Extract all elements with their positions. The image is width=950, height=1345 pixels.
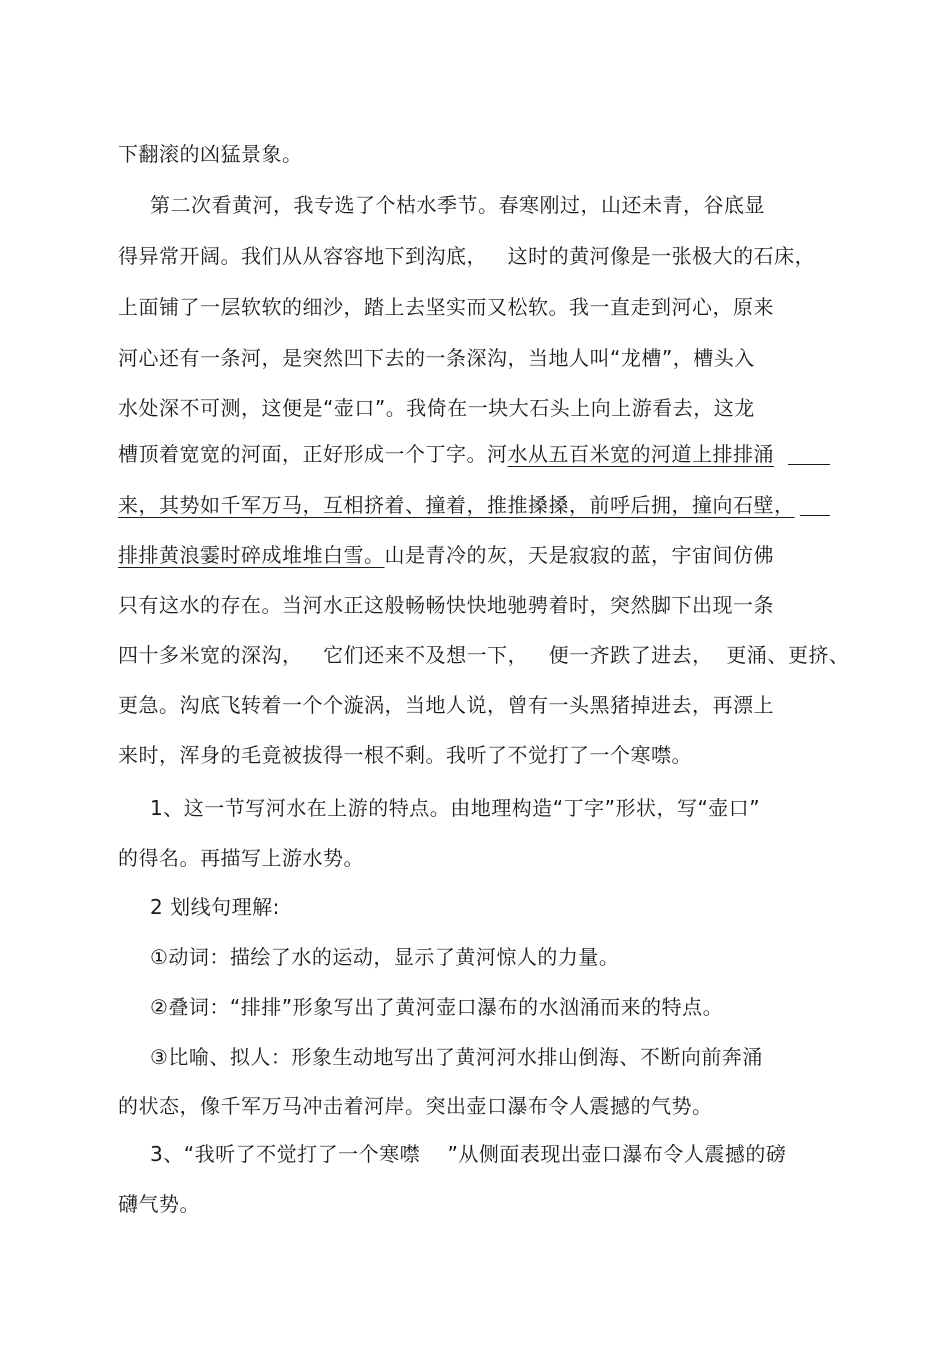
text-line — [118, 440, 774, 468]
text-line: 3、“我听了不觉打了一个寒噤 ”从侧面表现出壶口瀑布令人震撼的磅 — [150, 1142, 787, 1166]
text-line: ①动词：描绘了水的运动，显示了黄河惊人的力量。 — [150, 945, 620, 969]
text-line: 的状态，像千军万马冲击着河岸。突出壶口瀑布令人震撼的气势。 — [118, 1094, 713, 1118]
text-line: 水处深不可测，这便是“壶口”。我倚在一块大石头上向上游看去，这龙 — [118, 396, 755, 420]
text-line: 更急。沟底飞转着一个个漩涡，当地人说，曾有一头黑猪掉进去，再漂上 — [118, 693, 774, 717]
plain-text: 槽顶着宽宽的河面，正好形成一个丁字。河 — [118, 442, 508, 466]
text-line — [118, 541, 774, 569]
underline-rule — [788, 464, 830, 465]
text-line: ③比喻、拟人：形象生动地写出了黄河河水排山倒海、不断向前奔涌 — [150, 1045, 763, 1069]
text-line: 的得名。再描写上游水势。 — [118, 846, 364, 870]
text-line: 下翻滚的凶猛景象。 — [118, 142, 303, 166]
plain-text: 山是青冷的灰，天是寂寂的蓝，宇宙间仿佛 — [384, 543, 774, 567]
text-line: 1、这一节写河水在上游的特点。由地理构造“丁字”形状，写“壶口” — [150, 796, 761, 820]
text-line — [118, 491, 795, 519]
text-line: 2 划线句理解: — [150, 895, 280, 919]
underline-rule — [800, 515, 830, 516]
text-line: ②叠词：“排排”形象写出了黄河壶口瀑布的水汹涌而来的特点。 — [150, 995, 724, 1019]
text-line: 礴气势。 — [118, 1192, 200, 1216]
underlined-sentence: 来，其势如千军万马，互相挤着、撞着，推推搡搡，前呼后拥，撞向石壁， — [118, 493, 795, 517]
text-line: 来时，浑身的毛竟被拔得一根不剩。我听了不觉打了一个寒噤。 — [118, 743, 692, 767]
text-line: 第二次看黄河，我专选了个枯水季节。春寒刚过，山还未青，谷底显 — [150, 193, 765, 217]
text-line: 上面铺了一层软软的细沙，踏上去坚实而又松软。我一直走到河心，原来 — [118, 295, 774, 319]
text-line: 得异常开阔。我们从从容容地下到沟底， 这时的黄河像是一张极大的石床， — [118, 244, 816, 268]
underlined-sentence: 排排黄浪霎时碎成堆堆白雪。 — [118, 543, 385, 567]
text-line: 河心还有一条河，是突然凹下去的一条深沟，当地人叫“龙槽”，槽头入 — [118, 346, 755, 370]
text-line: 只有这水的存在。当河水正这般畅畅快快地驰骋着时，突然脚下出现一条 — [118, 593, 774, 617]
underlined-sentence: 水从五百米宽的河道上排排涌 — [507, 442, 774, 466]
text-line: 四十多米宽的深沟， 它们还来不及想一下， 便一齐跌了进去， 更涌、更挤、 — [118, 643, 850, 667]
